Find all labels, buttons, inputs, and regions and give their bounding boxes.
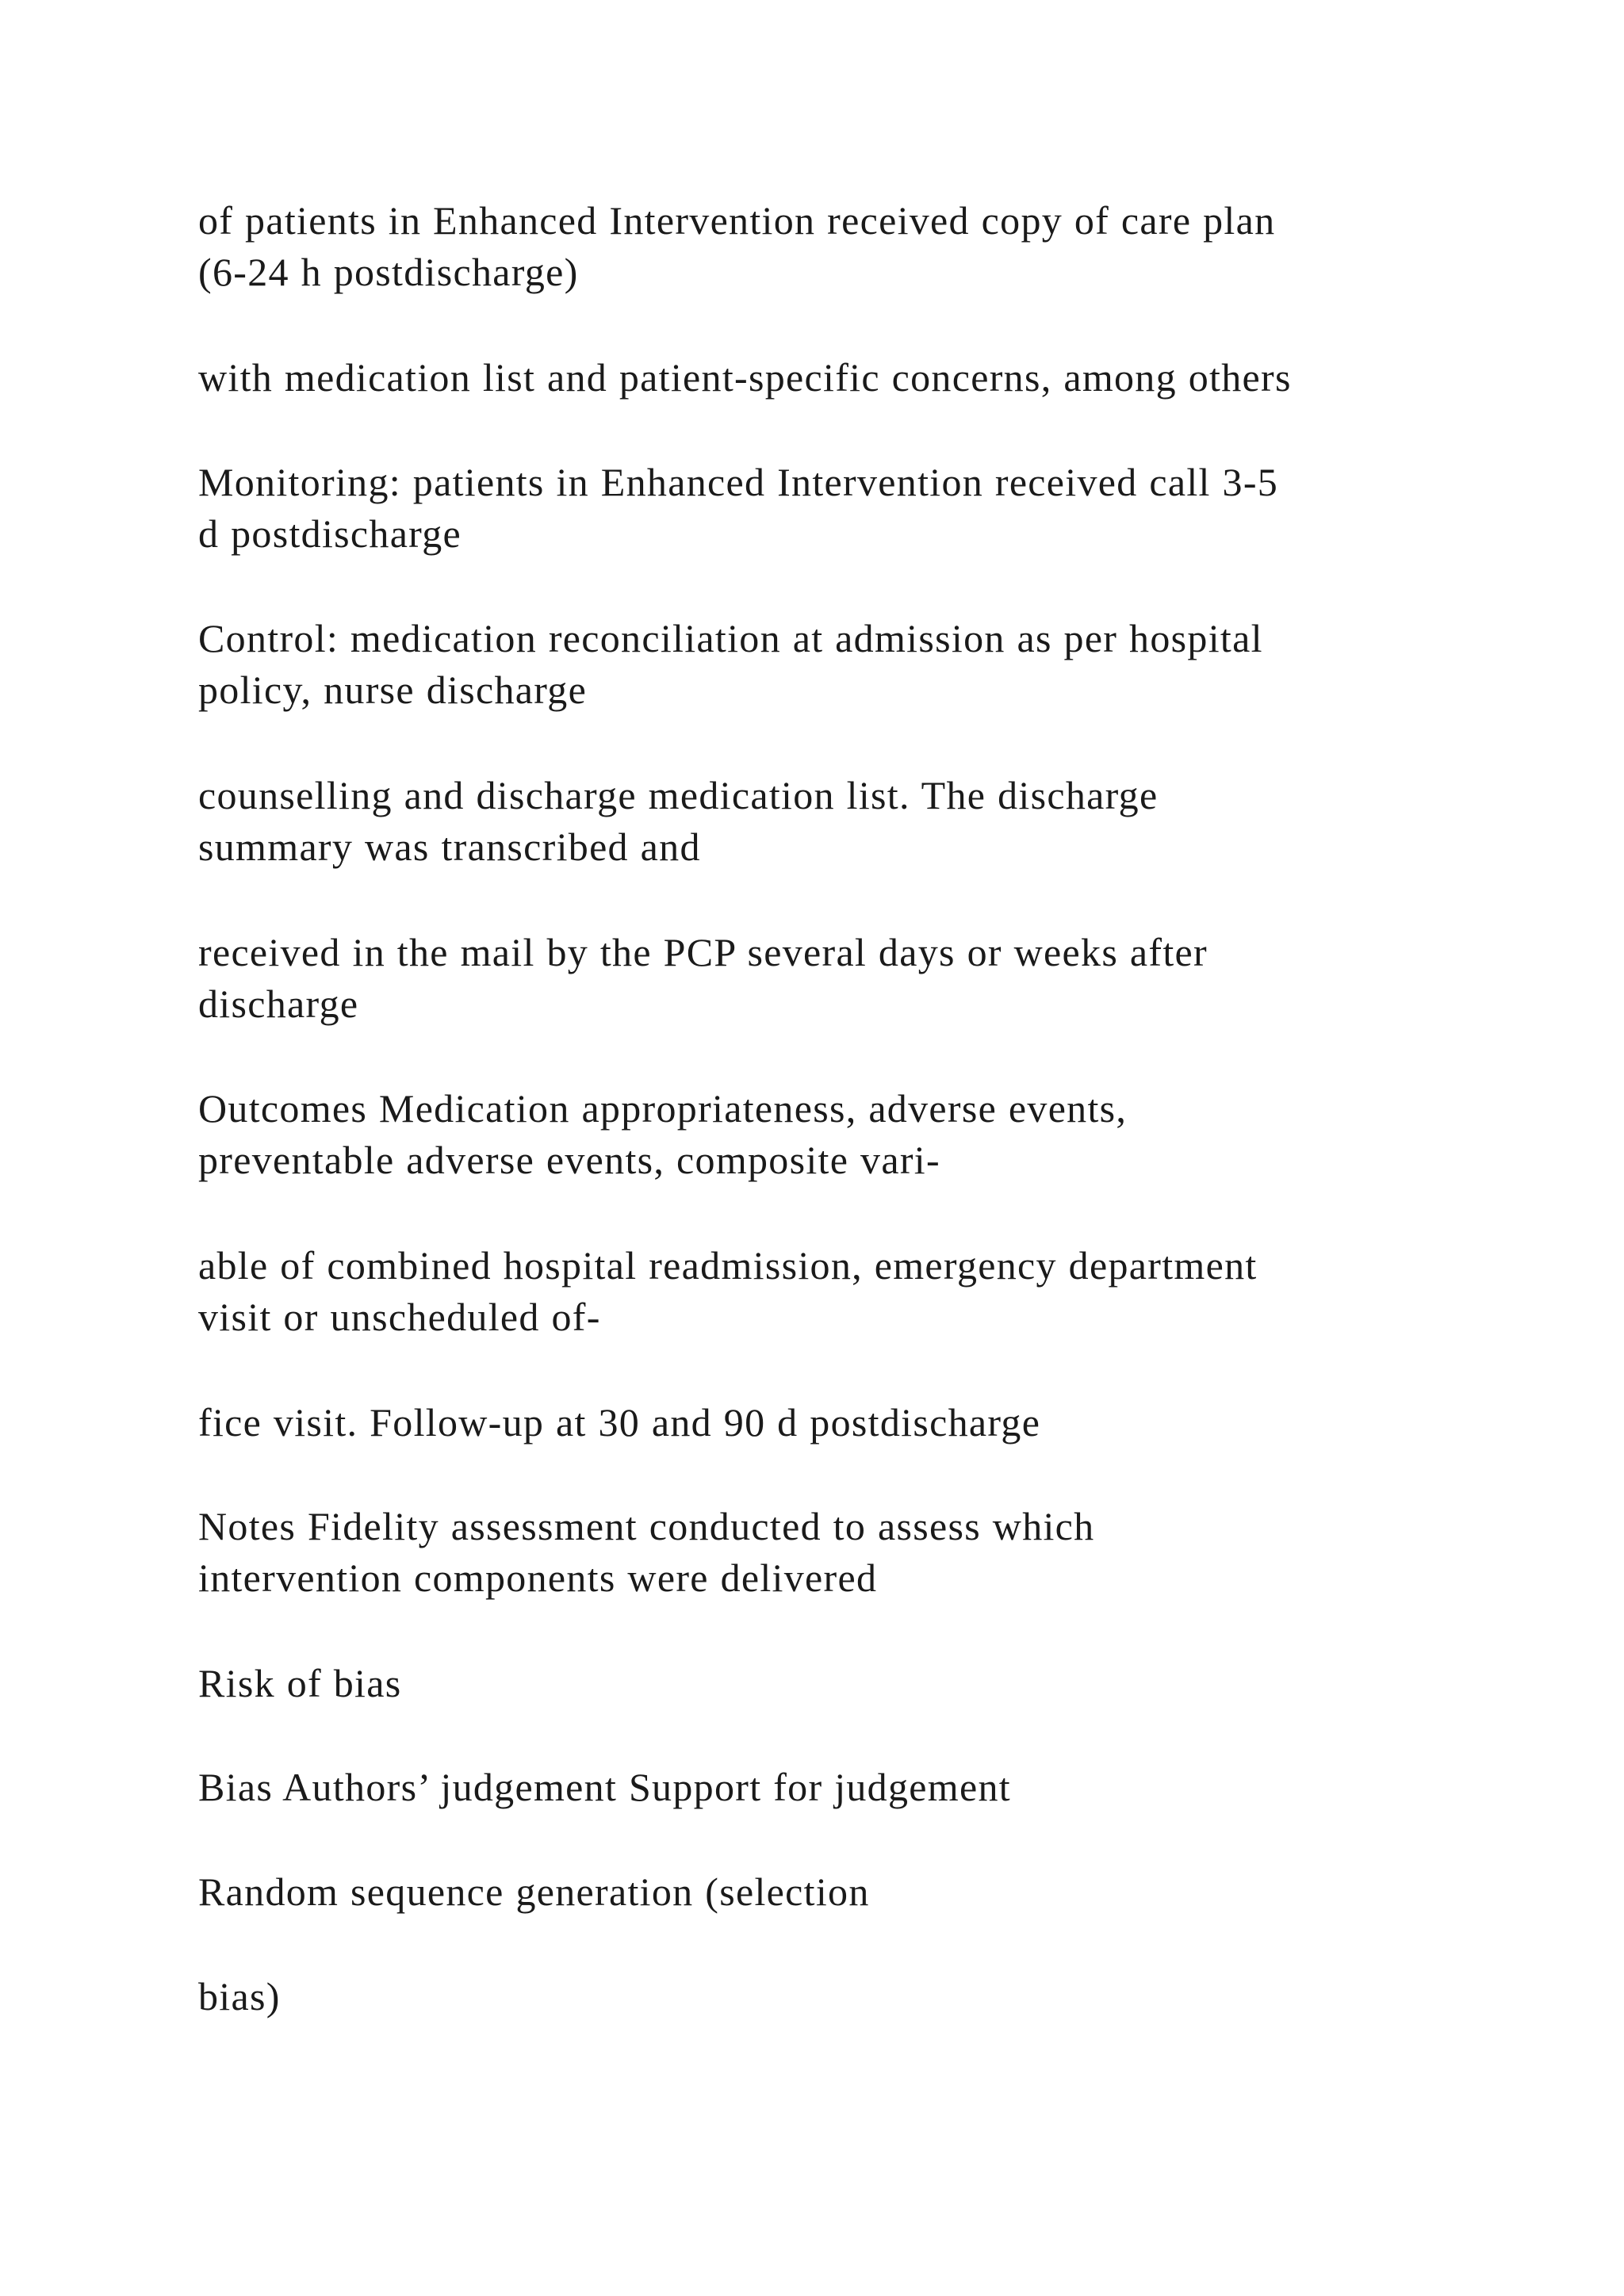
text-line: intervention components were delivered [198,1556,878,1600]
text-line: Monitoring: patients in Enhanced Intervention received call 3-5 [198,460,1279,504]
section-heading-risk-of-bias [198,1658,1499,1709]
paragraph-notes [198,1501,1499,1604]
text-line: able of combined hospital readmission, emergency department [198,1243,1258,1288]
paragraph-outcomes [198,1083,1499,1186]
text-line: discharge [198,982,359,1026]
text-line: Outcomes Medication appropriateness, adverse events, [198,1086,1128,1131]
text-line: of patients in Enhanced Intervention received copy of care plan [198,198,1276,243]
text-line: Random sequence generation (selection [198,1869,870,1914]
text-line: Notes Fidelity assessment conducted to assess which [198,1504,1095,1548]
paragraph-bias [198,1971,1499,2022]
paragraph-control [198,613,1499,716]
text-line: bias) [198,1974,281,2019]
text-line: policy, nurse discharge [198,668,588,712]
paragraph-random-sequence [198,1866,1499,1918]
text-line: (6-24 h postdischarge) [198,250,579,294]
paragraph-medication-list [198,352,1499,404]
text-line: Risk of bias [198,1661,402,1705]
paragraph-combined-readmission [198,1240,1499,1343]
text-line: with medication list and patient-specific concerns, among others [198,355,1292,400]
paragraph-care-plan [198,195,1499,298]
text-line: Control: medication reconciliation at admission as per hospital [198,616,1263,660]
text-line: d postdischarge [198,511,462,556]
paragraph-monitoring [198,457,1499,560]
table-header-bias [198,1762,1499,1813]
text-line: counselling and discharge medication list. The discharge [198,773,1159,817]
paragraph-received-mail [198,927,1499,1030]
text-line: fice visit. Follow-up at 30 and 90 d postdischarge [198,1400,1041,1445]
text-line: summary was transcribed and [198,825,701,869]
text-line: received in the mail by the PCP several days or weeks after [198,930,1208,974]
paragraph-counselling [198,770,1499,873]
text-line: preventable adverse events, composite vari- [198,1138,940,1182]
text-line: visit or unscheduled of- [198,1295,601,1339]
paragraph-follow-up [198,1397,1499,1448]
text-line: Bias Authors’ judgement Support for judgement [198,1765,1011,1809]
